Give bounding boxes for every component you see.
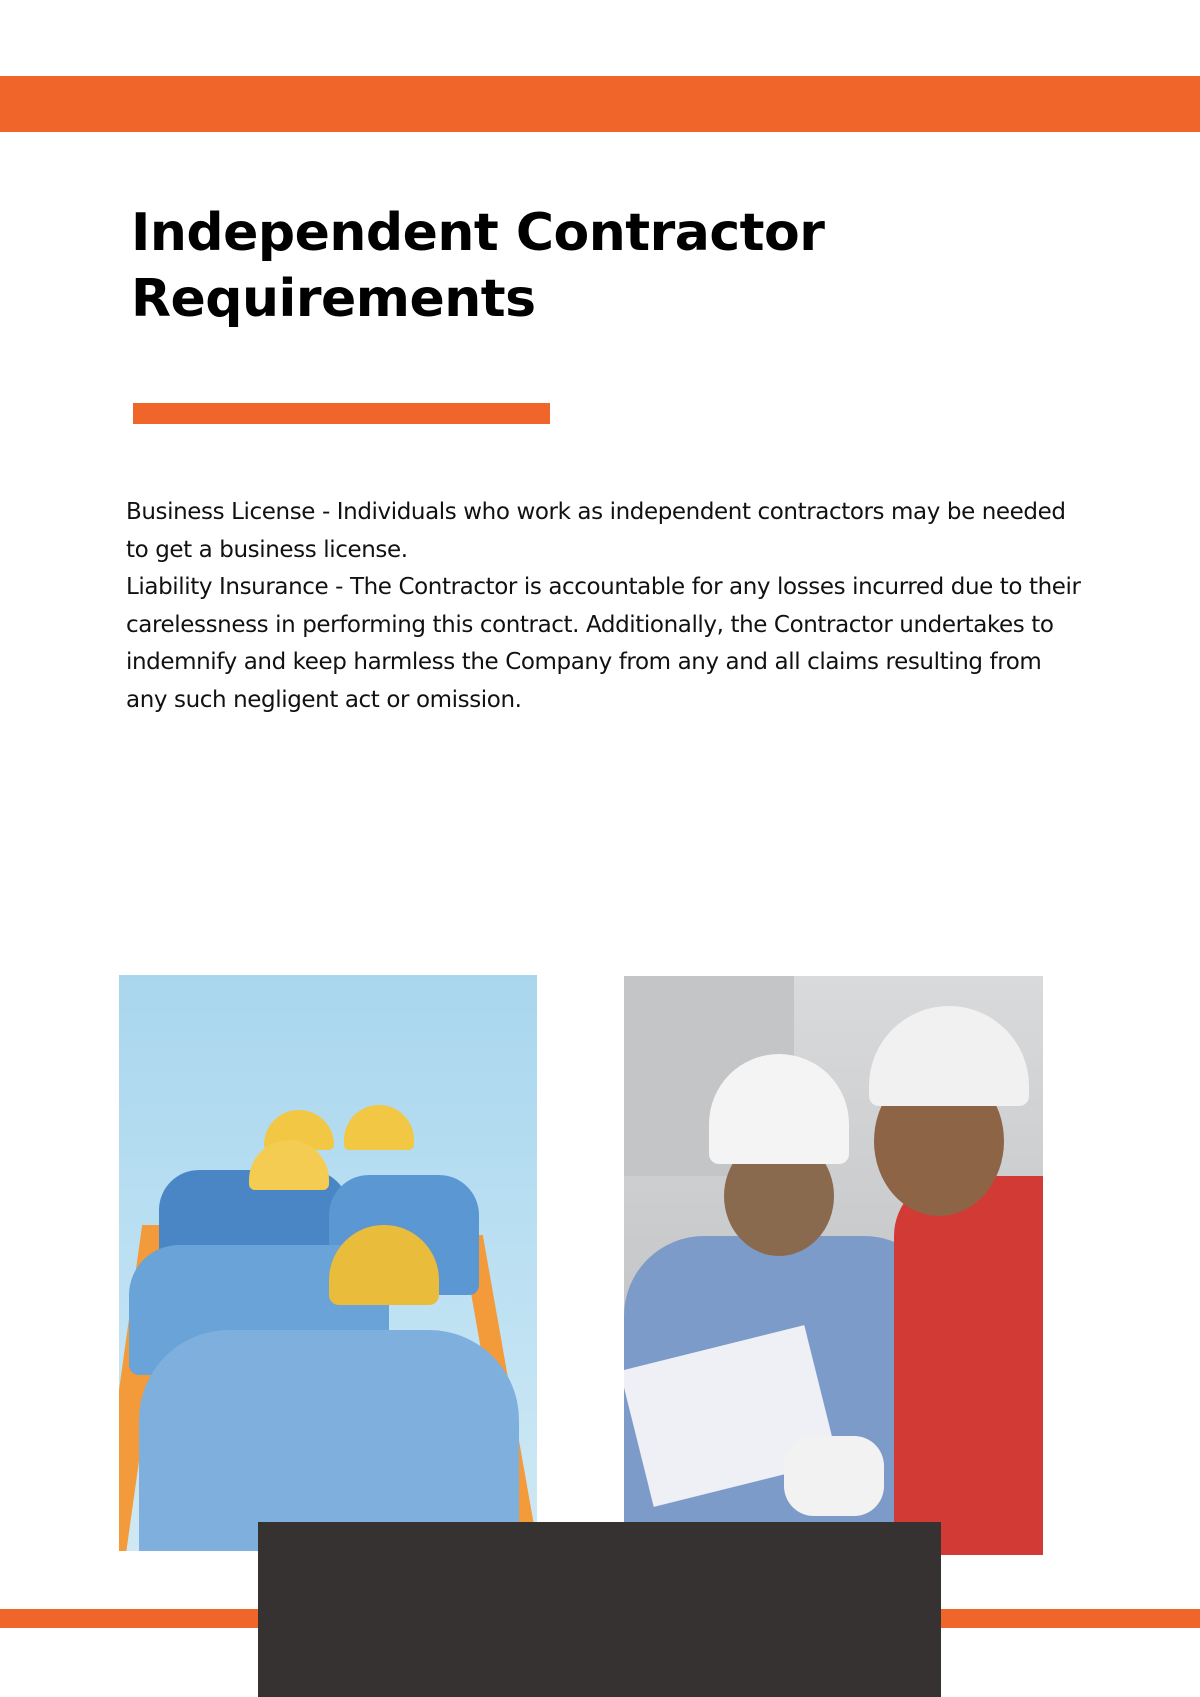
paragraph-liability-insurance: Liability Insurance - The Contractor is accountable for any losses incurred due to their carelessness in performing this contract. Additionally, the Contractor undertakes to indemnify and keep harmless the Company from any and all claims resulting from any such negligent act or omission. — [126, 574, 1081, 713]
body-text — [126, 494, 1086, 720]
top-accent-bar — [0, 76, 1200, 132]
worker-body — [894, 1176, 1043, 1555]
page-title-line-2: Requirements — [131, 269, 536, 329]
photo-workers-climbing — [119, 975, 537, 1551]
page-title — [131, 200, 824, 332]
page-title-line-1: Independent Contractor — [131, 203, 825, 263]
hard-hat — [344, 1105, 414, 1150]
paragraph-business-license: Business License - Individuals who work as independent contractors may be needed to get a business license. — [126, 499, 1066, 563]
photo-workers-reviewing-plans — [624, 976, 1043, 1555]
glove — [784, 1436, 884, 1516]
title-underline — [133, 403, 550, 424]
worker-body — [139, 1330, 519, 1551]
footer-dark-block — [258, 1522, 941, 1697]
hard-hat — [869, 1006, 1029, 1106]
